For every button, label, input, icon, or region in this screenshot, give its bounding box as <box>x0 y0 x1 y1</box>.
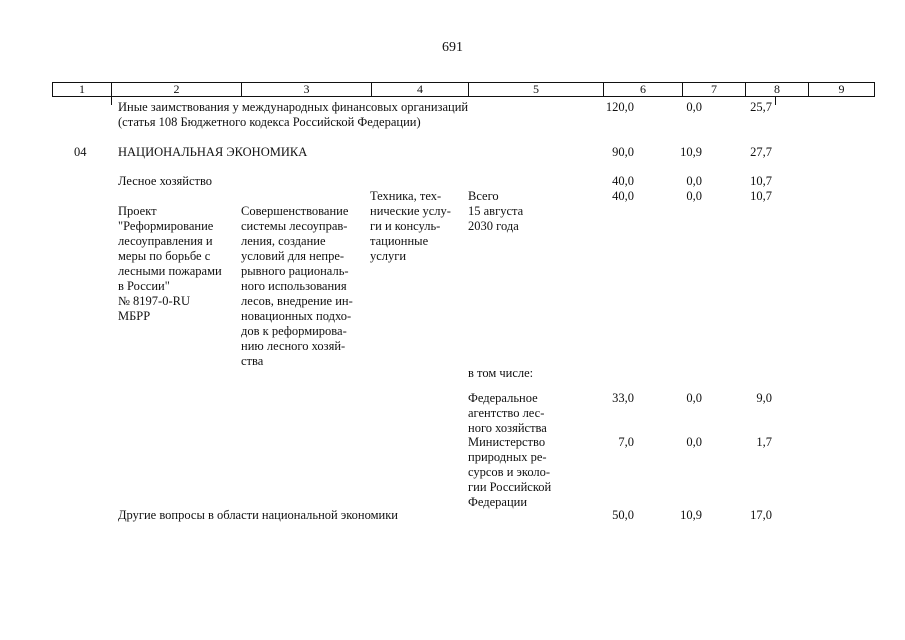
column-header-row <box>52 82 875 97</box>
column-header-6: 6 <box>604 83 683 97</box>
project-col6: 40,0 <box>612 189 634 203</box>
column-header-5: 5 <box>469 83 604 97</box>
section-col8: 27,7 <box>750 145 772 159</box>
agency-forestry-name: Федеральное агентство лес- ного хозяйства <box>468 391 547 435</box>
page-number: 691 <box>442 40 463 55</box>
project-col8: 10,7 <box>750 189 772 203</box>
section-col6: 90,0 <box>612 145 634 159</box>
agency-ministry-col8: 1,7 <box>756 435 772 449</box>
agency-ministry-name: Министерство природных ре- сурсов и эколо- гии Российской Федерации <box>468 435 552 509</box>
other-questions-col6: 50,0 <box>612 508 634 522</box>
column-header-7: 7 <box>683 83 746 97</box>
project-total-label: Всего 15 августа 2030 года <box>468 189 524 233</box>
other-questions-col7: 10,9 <box>680 508 702 522</box>
section-col7: 10,9 <box>680 145 702 159</box>
agency-ministry-col6: 7,0 <box>618 435 634 449</box>
column-separator <box>775 97 776 105</box>
forestry-title: Лесное хозяйство <box>118 174 213 188</box>
project-name: Проект "Реформирование лесоуправления и меры по борьбе с лесными пожарами в России" № 8197-0-RU МБРР <box>118 204 222 323</box>
project-type: Техника, тех- нические услу- ги и консуль- тационные услуги <box>370 189 451 263</box>
agency-forestry-col7: 0,0 <box>686 391 702 405</box>
including-label: в том числе: <box>468 366 534 380</box>
forestry-col6: 40,0 <box>612 174 634 188</box>
project-purpose: Совершенствование системы лесоуправ- ления, создание условий для непре- рывного рациональ- ного использования лесов, внедрение ин- новационных подхо- дов к реформирова- нию лесного хозяй- ства <box>241 204 353 368</box>
agency-ministry-col7: 0,0 <box>686 435 702 449</box>
forestry-col7: 0,0 <box>686 174 702 188</box>
agency-forestry-col8: 9,0 <box>756 391 772 405</box>
project-col7: 0,0 <box>686 189 702 203</box>
other-questions-col8: 17,0 <box>750 508 772 522</box>
foreign-borrowings-title: Иные заимствования у международных финансовых организаций (статья 108 Бюджетного кодекса Российской Федерации) <box>118 100 469 129</box>
column-header-8: 8 <box>746 83 809 97</box>
foreign-borrowings-col6: 120,0 <box>605 100 634 114</box>
column-header-3: 3 <box>242 83 372 97</box>
section-code: 04 <box>74 145 87 159</box>
agency-forestry-col6: 33,0 <box>612 391 634 405</box>
column-header-1: 1 <box>53 83 112 97</box>
column-header-4: 4 <box>372 83 469 97</box>
foreign-borrowings-col8: 25,7 <box>750 100 772 114</box>
foreign-borrowings-col7: 0,0 <box>686 100 702 114</box>
section-title: НАЦИОНАЛЬНАЯ ЭКОНОМИКА <box>118 145 308 159</box>
column-separator <box>111 97 112 105</box>
forestry-col8: 10,7 <box>750 174 772 188</box>
other-questions-title: Другие вопросы в области национальной экономики <box>118 508 398 522</box>
column-header-2: 2 <box>112 83 242 97</box>
column-header-9: 9 <box>809 83 875 97</box>
